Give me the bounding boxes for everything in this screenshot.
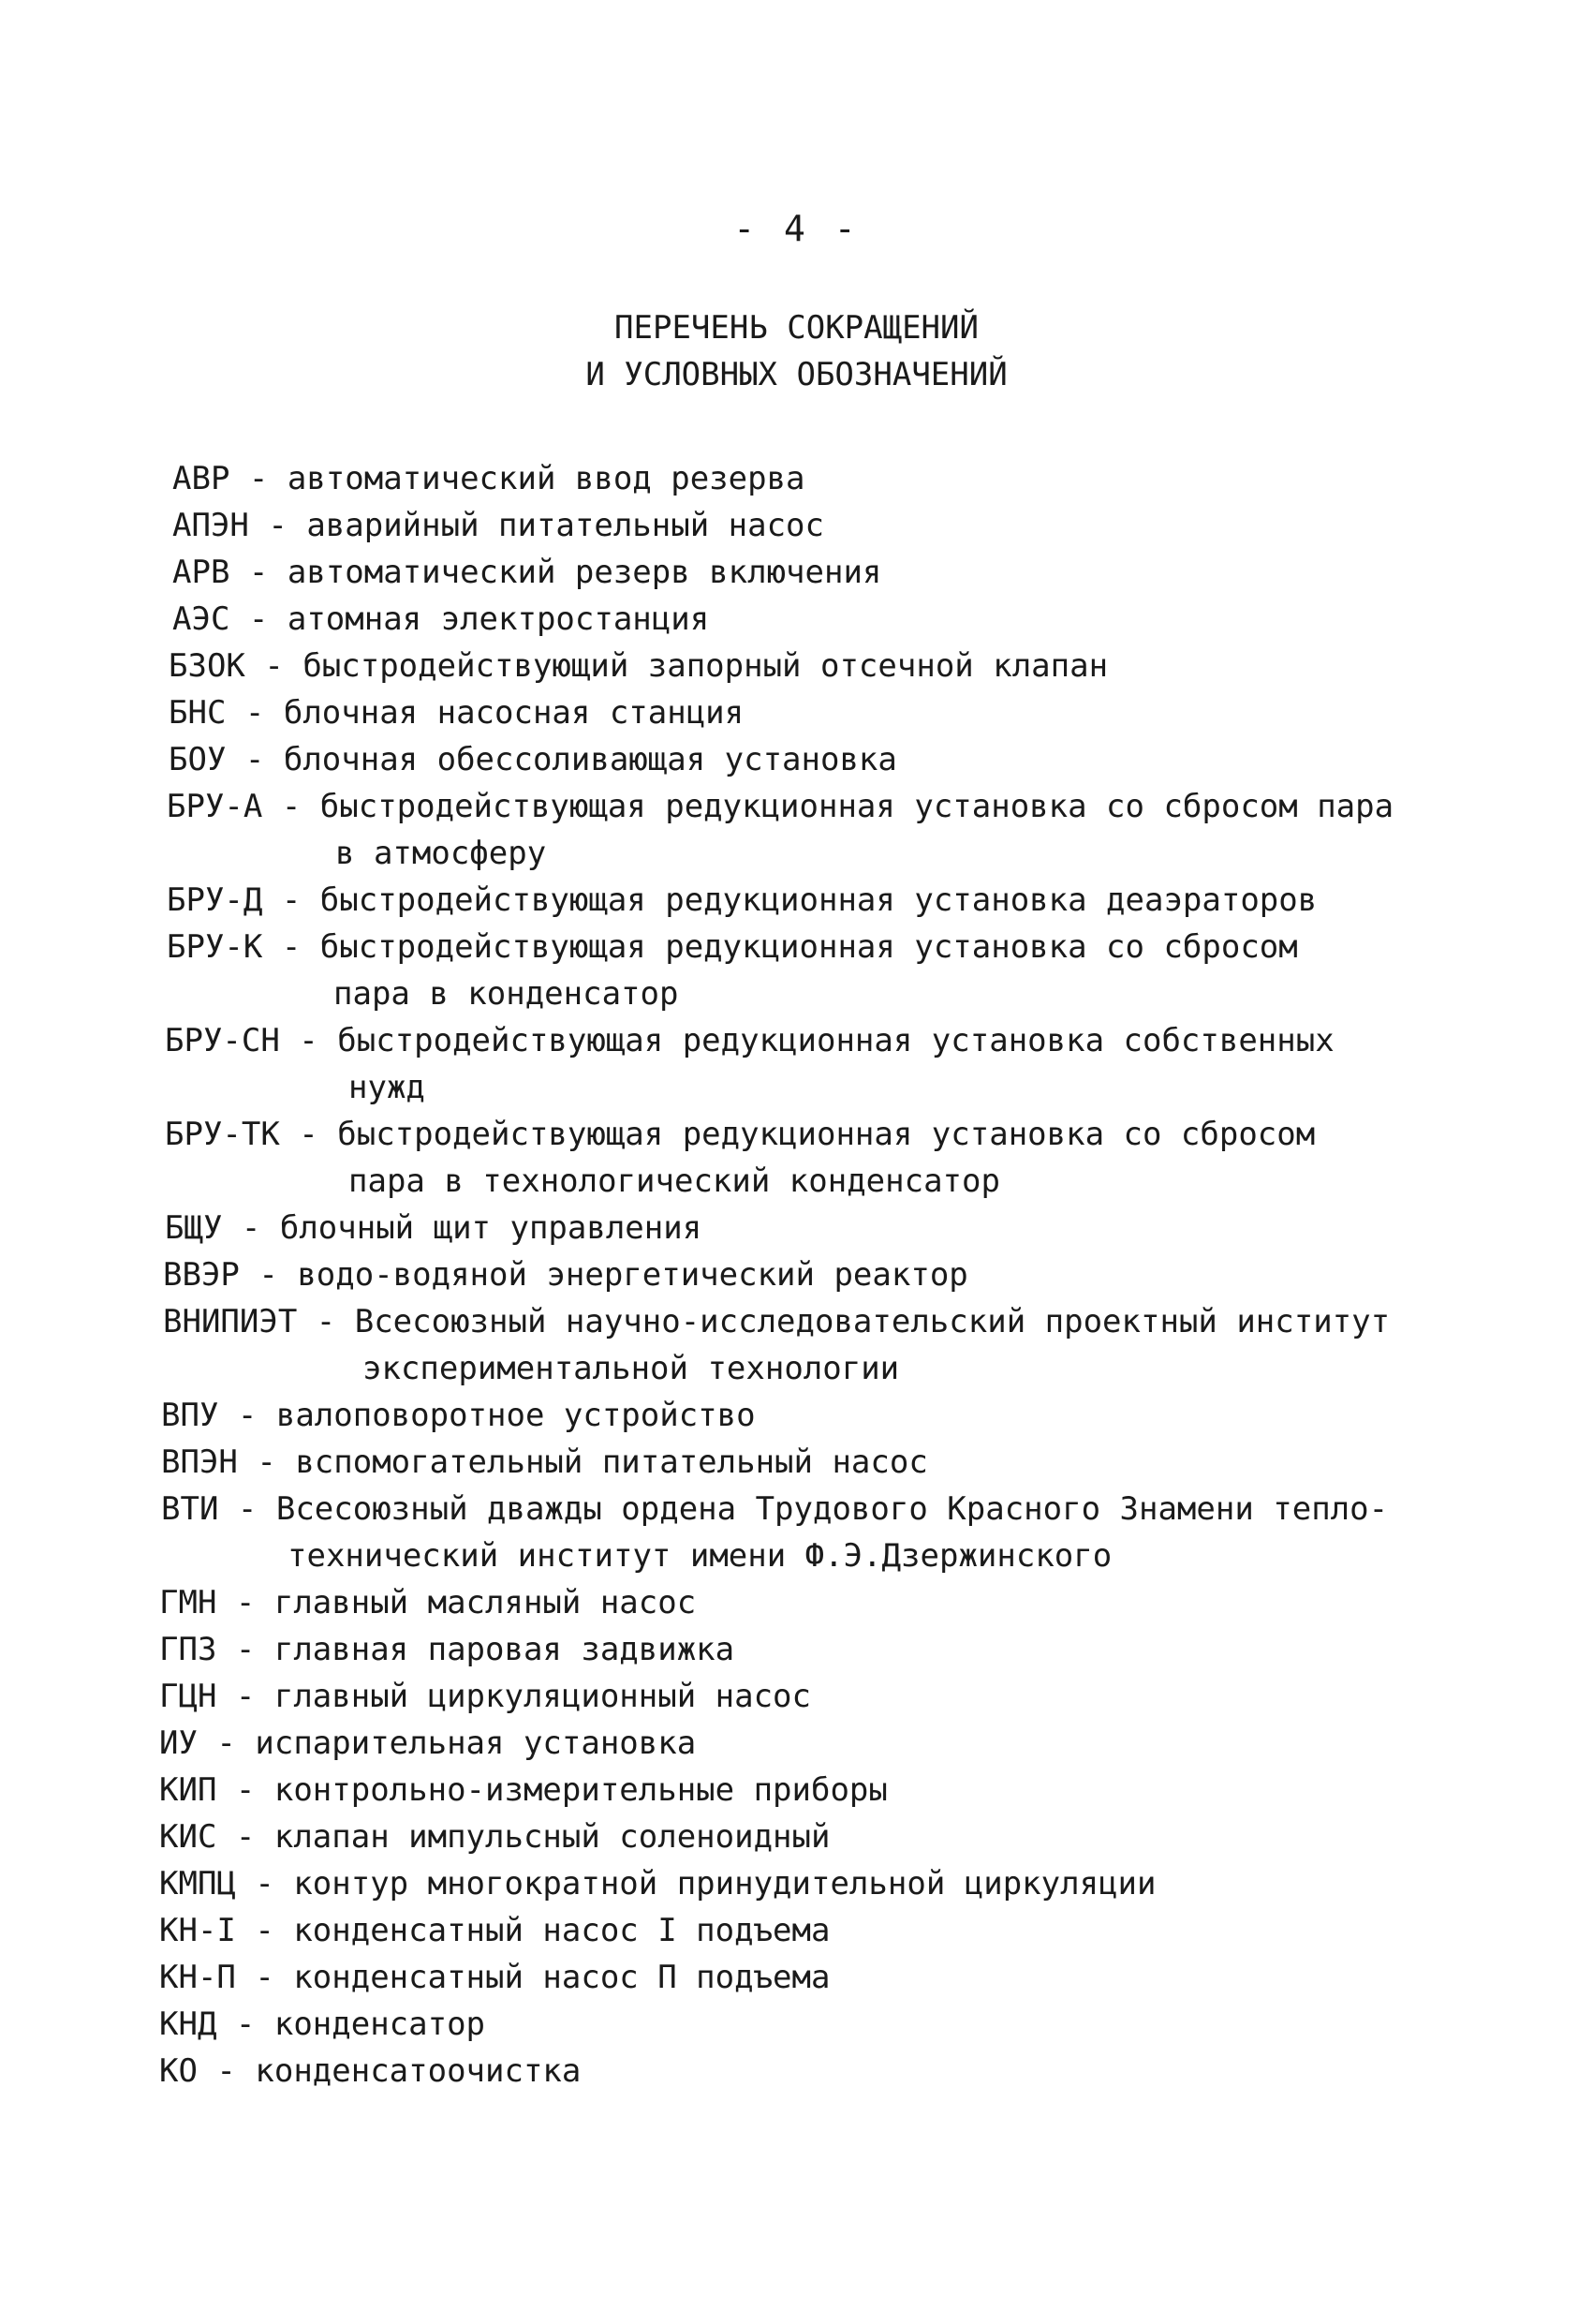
entry-separator: - <box>248 507 307 544</box>
entry-definition: валоповоротное устройство <box>275 1397 756 1434</box>
entry-line <box>159 2001 1470 2048</box>
entry-abbreviation: ИУ <box>159 1724 198 1762</box>
entry-separator: - <box>297 1303 355 1340</box>
abbreviation-entry <box>169 643 1470 689</box>
abbreviation-entry <box>159 1626 1470 1673</box>
abbreviation-entry <box>167 877 1470 924</box>
entry-separator: - <box>229 554 288 591</box>
entry-definition: автоматический резерв включения <box>287 554 882 591</box>
entry-line <box>159 1720 1470 1767</box>
entry-abbreviation: КНД <box>159 2006 217 2043</box>
entry-definition: блочная насосная станция <box>283 694 745 732</box>
abbreviation-entry <box>163 1298 1470 1392</box>
abbreviation-entry <box>172 596 1470 643</box>
entry-line <box>159 1954 1470 2001</box>
entry-abbreviation: КМПЦ <box>159 1865 236 1902</box>
entry-abbreviation: КО <box>159 2052 198 2090</box>
entry-line <box>159 1860 1470 1907</box>
entry-definition: автоматический ввод резерва <box>287 460 805 497</box>
entry-definition: конденсатор <box>273 2006 486 2043</box>
entry-separator: - <box>222 1209 280 1247</box>
entry-abbreviation: БЩУ <box>165 1209 223 1247</box>
entry-definition: Всесоюзный дважды ордена Трудового Красного Знамени тепло- <box>275 1490 1389 1528</box>
entry-separator: - <box>226 741 284 778</box>
entry-line <box>159 1907 1470 1954</box>
entry-separator: - <box>237 1443 296 1481</box>
entry-abbreviation: АВР <box>172 460 230 497</box>
entry-definition: блочный щит управления <box>279 1209 702 1247</box>
page-title <box>0 304 1593 398</box>
abbreviation-entry <box>161 1486 1470 1579</box>
entry-separator: - <box>216 2006 274 2043</box>
entry-abbreviation: БРУ-А <box>167 788 263 825</box>
entry-line <box>165 1205 1470 1251</box>
abbreviation-entry <box>172 502 1470 549</box>
entry-separator: - <box>216 1678 274 1715</box>
entry-definition: конденсатоочистка <box>255 2052 582 2090</box>
entry-separator: - <box>279 1116 338 1153</box>
abbreviation-entry <box>163 1251 1470 1298</box>
entry-definition: водо-водяной энергетический реактор <box>297 1256 968 1294</box>
entry-separator: - <box>197 2052 256 2090</box>
abbreviation-entry <box>172 455 1470 502</box>
abbreviation-entry <box>165 1111 1470 1205</box>
abbreviation-list <box>159 455 1470 2095</box>
abbreviation-entry <box>165 1017 1470 1111</box>
entry-separator: - <box>216 1818 274 1856</box>
title-line-1: ПЕРЕЧЕНЬ СОКРАЩЕНИЙ <box>614 309 979 347</box>
entry-abbreviation: ВПЭН <box>161 1443 238 1481</box>
entry-definition: быстродействующая редукционная установка со сбросом <box>319 928 1298 966</box>
entry-definition: главный циркуляционный насос <box>273 1678 811 1715</box>
entry-separator: - <box>216 1771 274 1809</box>
entry-separator: - <box>197 1724 256 1762</box>
entry-line <box>159 1626 1470 1673</box>
entry-abbreviation: ВНИПИЭТ <box>163 1303 298 1340</box>
entry-abbreviation: ВВЭР <box>163 1256 240 1294</box>
entry-separator: - <box>218 1490 276 1528</box>
abbreviation-entry <box>159 1673 1470 1720</box>
entry-definition-continuation: технический институт имени Ф.Э.Дзержинского <box>288 1537 1113 1575</box>
entry-definition: конденсатный насос I подъема <box>293 1912 831 1949</box>
entry-line <box>167 924 1470 970</box>
abbreviation-entry <box>172 549 1470 596</box>
entry-abbreviation: БРУ-Д <box>167 881 263 919</box>
entry-line <box>169 643 1470 689</box>
entry-separator: - <box>229 600 288 638</box>
entry-abbreviation: КИП <box>159 1771 217 1809</box>
entry-separator: - <box>235 1865 294 1902</box>
abbreviation-entry <box>159 1767 1470 1813</box>
entry-abbreviation: БНС <box>169 694 227 732</box>
entry-line <box>165 1111 1470 1158</box>
entry-line <box>159 1767 1470 1813</box>
entry-line <box>172 455 1470 502</box>
entry-definition: испарительная установка <box>255 1724 697 1762</box>
entry-separator: - <box>226 694 284 732</box>
entry-line <box>167 877 1470 924</box>
entry-line <box>161 1486 1470 1532</box>
abbreviation-entry <box>167 924 1470 1017</box>
entry-line <box>169 689 1470 736</box>
entry-line <box>161 1439 1470 1486</box>
entry-separator: - <box>216 1631 274 1668</box>
entry-abbreviation: БРУ-СН <box>165 1022 280 1059</box>
abbreviation-entry <box>161 1439 1470 1486</box>
entry-line <box>172 502 1470 549</box>
entry-line <box>172 596 1470 643</box>
entry-abbreviation: ГЦН <box>159 1678 217 1715</box>
entry-separator: - <box>279 1022 338 1059</box>
entry-abbreviation: ВТИ <box>161 1490 219 1528</box>
abbreviation-entry <box>169 736 1470 783</box>
entry-definition-continuation: в атмосферу <box>335 835 547 872</box>
entry-definition: главный масляный насос <box>273 1584 697 1621</box>
entry-separator: - <box>262 788 320 825</box>
entry-definition: главная паровая задвижка <box>273 1631 735 1668</box>
entry-line <box>167 783 1470 830</box>
page-number: - 4 - <box>733 208 860 249</box>
abbreviation-entry <box>159 1860 1470 1907</box>
entry-separator: - <box>262 928 320 966</box>
abbreviation-entry <box>159 1579 1470 1626</box>
entry-definition: блочная обессоливающая установка <box>283 741 897 778</box>
entry-line <box>159 1579 1470 1626</box>
entry-line <box>161 1392 1470 1439</box>
entry-abbreviation: АПЭН <box>172 507 249 544</box>
entry-abbreviation: КИС <box>159 1818 217 1856</box>
entry-definition: конденсатный насос П подъема <box>293 1959 831 1996</box>
entry-line <box>165 1017 1470 1064</box>
entry-abbreviation: КН-П <box>159 1959 236 1996</box>
entry-definition: контрольно-измерительные приборы <box>273 1771 888 1809</box>
entry-separator: - <box>235 1912 294 1949</box>
entry-separator: - <box>239 1256 298 1294</box>
entry-definition-continuation: пара в конденсатор <box>333 975 679 1013</box>
entry-abbreviation: ГМН <box>159 1584 217 1621</box>
abbreviation-entry <box>159 1813 1470 1860</box>
entry-line <box>169 736 1470 783</box>
entry-separator: - <box>244 647 303 685</box>
entry-line <box>163 1251 1470 1298</box>
abbreviation-entry <box>159 1907 1470 1954</box>
abbreviation-entry <box>159 1720 1470 1767</box>
entry-definition: атомная электростанция <box>287 600 710 638</box>
title-line-2: И УСЛОВНЫХ ОБОЗНАЧЕНИЙ <box>585 356 1008 393</box>
entry-abbreviation: ВПУ <box>161 1397 219 1434</box>
entry-definition: клапан импульсный соленоидный <box>273 1818 831 1856</box>
entry-definition: Всесоюзный научно-исследовательский проектный институт <box>354 1303 1391 1340</box>
entry-abbreviation: БОУ <box>169 741 227 778</box>
abbreviation-entry <box>167 783 1470 877</box>
entry-definition: контур многократной принудительной циркуляции <box>293 1865 1157 1902</box>
entry-separator: - <box>216 1584 274 1621</box>
entry-separator: - <box>262 881 320 919</box>
entry-abbreviation: БЗОК <box>169 647 245 685</box>
abbreviation-entry <box>161 1392 1470 1439</box>
entry-definition: быстродействующая редукционная установка деаэраторов <box>319 881 1318 919</box>
entry-abbreviation: ГПЗ <box>159 1631 217 1668</box>
entry-line <box>159 2048 1470 2095</box>
abbreviation-entry <box>169 689 1470 736</box>
entry-abbreviation: БРУ-ТК <box>165 1116 280 1153</box>
entry-definition-continuation: пара в технологический конденсатор <box>348 1162 1000 1200</box>
entry-separator: - <box>235 1959 294 1996</box>
entry-abbreviation: АЭС <box>172 600 230 638</box>
entry-definition: быстродействующий запорный отсечной клапан <box>302 647 1109 685</box>
entry-definition: аварийный питательный насос <box>306 507 824 544</box>
entry-abbreviation: АРВ <box>172 554 230 591</box>
entry-separator: - <box>218 1397 276 1434</box>
entry-abbreviation: БРУ-К <box>167 928 263 966</box>
entry-definition-continuation: экспериментальной технологии <box>362 1350 900 1387</box>
entry-line <box>159 1813 1470 1860</box>
abbreviation-entry <box>159 1954 1470 2001</box>
abbreviation-entry <box>165 1205 1470 1251</box>
entry-definition: вспомогательный питательный насос <box>295 1443 928 1481</box>
entry-line <box>159 1673 1470 1720</box>
abbreviation-entry <box>159 2048 1470 2095</box>
entry-abbreviation: КН-I <box>159 1912 236 1949</box>
entry-line <box>172 549 1470 596</box>
entry-definition: быстродействующая редукционная установка собственных <box>337 1022 1335 1059</box>
entry-definition: быстродействующая редукционная установка со сбросом пара <box>319 788 1394 825</box>
abbreviation-entry <box>159 2001 1470 2048</box>
entry-definition: быстродействующая редукционная установка со сбросом <box>337 1116 1316 1153</box>
entry-line <box>163 1298 1470 1345</box>
entry-definition-continuation: нужд <box>348 1069 425 1106</box>
entry-separator: - <box>229 460 288 497</box>
